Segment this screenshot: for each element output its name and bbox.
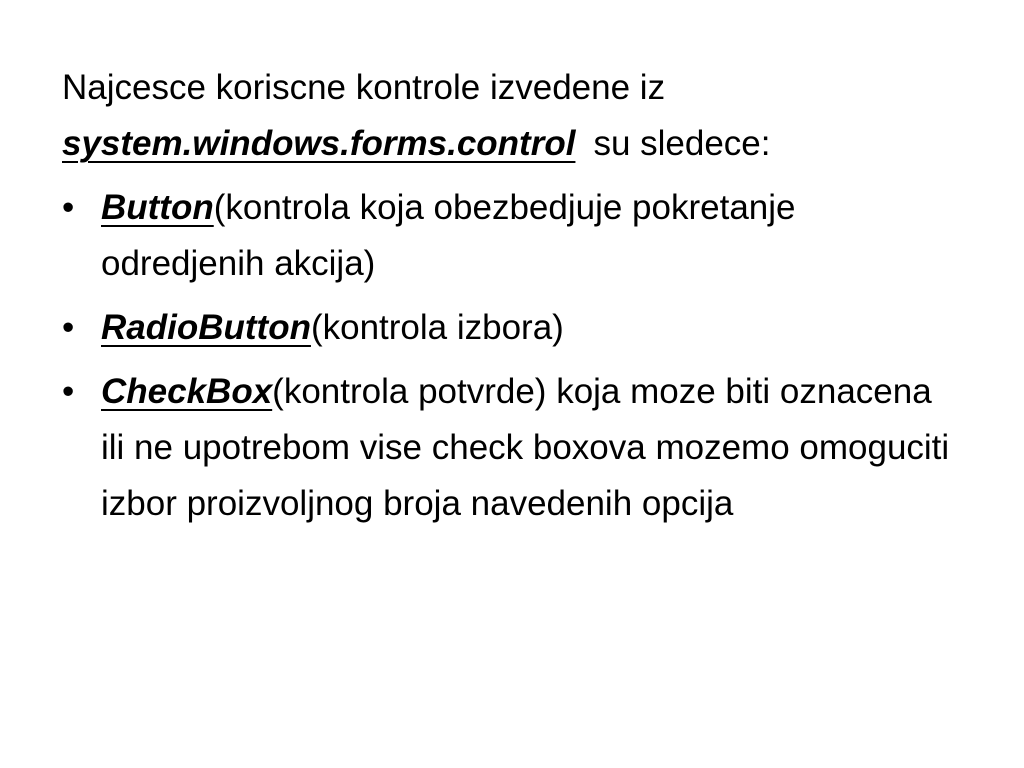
bullet-icon: • xyxy=(62,372,75,411)
intro-term: system.windows.forms.control xyxy=(62,124,576,163)
item-term: Button xyxy=(101,188,214,227)
item-text: (kontrola koja obezbedjuje pokretanje odredjenih akcija) xyxy=(101,188,796,283)
intro-tail: su sledece: xyxy=(593,124,771,163)
list-item xyxy=(62,180,962,292)
item-text: (kontrola potvrde) koja moze biti oznacena ili ne upotrebom vise check boxova mozemo omoguciti izbor proizvoljnog broja navedenih opcija xyxy=(101,372,950,523)
bullet-icon: • xyxy=(62,308,75,347)
bullet-list xyxy=(62,180,962,532)
item-text: (kontrola izbora) xyxy=(310,308,564,347)
intro-paragraph xyxy=(62,60,962,172)
item-term: RadioButton xyxy=(101,308,311,347)
list-item xyxy=(62,364,962,532)
bullet-icon: • xyxy=(62,188,75,227)
item-term: CheckBox xyxy=(101,372,273,411)
intro-text: Najcesce koriscne kontrole izvedene iz xyxy=(62,68,666,107)
slide-body xyxy=(62,60,962,540)
list-item xyxy=(62,300,962,356)
